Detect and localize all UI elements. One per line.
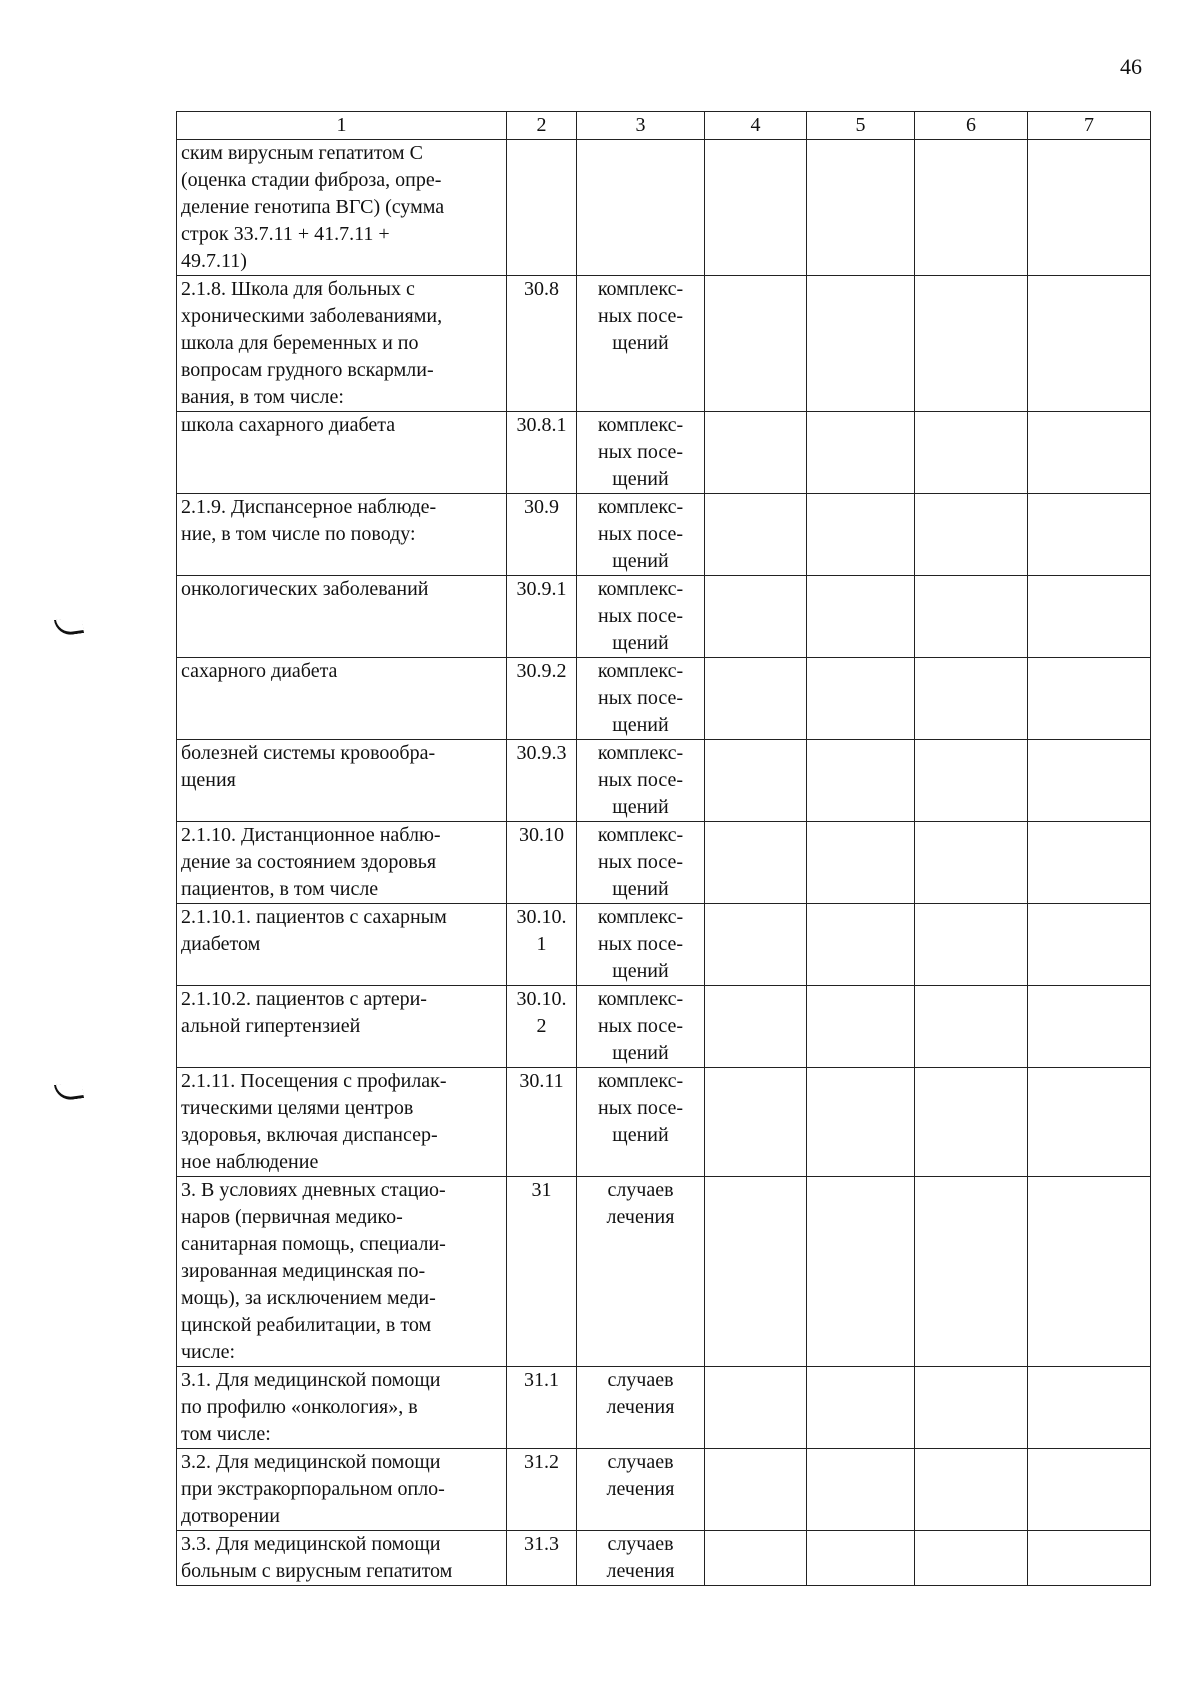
empty-value-cell (705, 1068, 807, 1177)
empty-value-cell (705, 412, 807, 494)
empty-value-cell (705, 576, 807, 658)
empty-value-cell (1028, 904, 1151, 986)
row-code-cell: 31.1 (507, 1367, 577, 1449)
table-row (177, 1367, 1151, 1449)
row-name-cell: болезней системы кровообра- щения (177, 740, 507, 822)
row-unit-cell: случаев лечения (577, 1449, 705, 1531)
row-name-cell: 2.1.11. Посещения с профилак- тическими целями центров здоровья, включая диспансер- ное наблюдение (177, 1068, 507, 1177)
empty-value-cell (807, 412, 915, 494)
row-unit-cell: комплекс- ных посе- щений (577, 986, 705, 1068)
empty-value-cell (807, 1449, 915, 1531)
row-name-cell: 3.1. Для медицинской помощи по профилю «онкология», в том числе: (177, 1367, 507, 1449)
empty-value-cell (915, 904, 1028, 986)
page-number: 46 (1120, 54, 1142, 79)
column-header: 2 (507, 112, 577, 140)
column-header: 6 (915, 112, 1028, 140)
empty-value-cell (807, 1367, 915, 1449)
row-code-cell: 30.8 (507, 276, 577, 412)
column-header: 5 (807, 112, 915, 140)
row-code-cell: 30.10. 2 (507, 986, 577, 1068)
empty-value-cell (1028, 276, 1151, 412)
row-unit-cell: комплекс- ных посе- щений (577, 1068, 705, 1177)
column-header: 4 (705, 112, 807, 140)
row-name-cell: ским вирусным гепатитом С (оценка стадии фиброза, опре- деление генотипа ВГС) (сумма строк 33.7.11 + 41.7.11 + 49.7.11) (177, 140, 507, 276)
empty-value-cell (915, 1367, 1028, 1449)
empty-value-cell (915, 576, 1028, 658)
empty-value-cell (807, 140, 915, 276)
row-name-cell: 3. В условиях дневных стацио- наров (первичная медико- санитарная помощь, специали- зированная медицинская по- мощь), за исключением меди- цинской реабилитации, в том числе: (177, 1177, 507, 1367)
empty-value-cell (705, 1449, 807, 1531)
table-row (177, 740, 1151, 822)
row-code-cell: 30.8.1 (507, 412, 577, 494)
column-header: 1 (177, 112, 507, 140)
row-unit-cell: комплекс- ных посе- щений (577, 740, 705, 822)
empty-value-cell (1028, 140, 1151, 276)
row-code-cell: 31.2 (507, 1449, 577, 1531)
empty-value-cell (807, 822, 915, 904)
row-name-cell: сахарного диабета (177, 658, 507, 740)
row-unit-cell: комплекс- ных посе- щений (577, 904, 705, 986)
row-name-cell: онкологических заболеваний (177, 576, 507, 658)
empty-value-cell (807, 740, 915, 822)
empty-value-cell (705, 904, 807, 986)
row-name-cell: 2.1.10.2. пациентов с артери- альной гипертензией (177, 986, 507, 1068)
row-name-cell: 2.1.10. Дистанционное наблю- дение за состоянием здоровья пациентов, в том числе (177, 822, 507, 904)
empty-value-cell (915, 494, 1028, 576)
row-code-cell: 31 (507, 1177, 577, 1367)
table-row (177, 140, 1151, 276)
row-name-cell: 2.1.10.1. пациентов с сахарным диабетом (177, 904, 507, 986)
row-unit-cell: случаев лечения (577, 1177, 705, 1367)
empty-value-cell (915, 1531, 1028, 1586)
table-row (177, 1068, 1151, 1177)
table-row (177, 576, 1151, 658)
empty-value-cell (1028, 1531, 1151, 1586)
empty-value-cell (915, 412, 1028, 494)
row-code-cell: 31.3 (507, 1531, 577, 1586)
empty-value-cell (705, 822, 807, 904)
row-code-cell (507, 140, 577, 276)
empty-value-cell (1028, 822, 1151, 904)
column-header: 3 (577, 112, 705, 140)
empty-value-cell (705, 494, 807, 576)
row-code-cell: 30.10 (507, 822, 577, 904)
statistics-table (176, 111, 1151, 1586)
empty-value-cell (807, 576, 915, 658)
empty-value-cell (1028, 740, 1151, 822)
row-unit-cell: комплекс- ных посе- щений (577, 412, 705, 494)
empty-value-cell (915, 276, 1028, 412)
table-row (177, 1531, 1151, 1586)
empty-value-cell (705, 1531, 807, 1586)
row-unit-cell: случаев лечения (577, 1531, 705, 1586)
table-row (177, 986, 1151, 1068)
empty-value-cell (915, 1177, 1028, 1367)
column-header: 7 (1028, 112, 1151, 140)
empty-value-cell (705, 1367, 807, 1449)
empty-value-cell (705, 740, 807, 822)
empty-value-cell (915, 658, 1028, 740)
empty-value-cell (1028, 1367, 1151, 1449)
empty-value-cell (705, 658, 807, 740)
empty-value-cell (1028, 1177, 1151, 1367)
row-unit-cell (577, 140, 705, 276)
scan-artifact-mark (54, 616, 84, 637)
table-row (177, 1177, 1151, 1367)
empty-value-cell (915, 822, 1028, 904)
row-name-cell: 3.2. Для медицинской помощи при экстракорпоральном опло- дотворении (177, 1449, 507, 1531)
empty-value-cell (1028, 658, 1151, 740)
row-name-cell: 2.1.8. Школа для больных с хроническими заболеваниями, школа для беременных и по вопросам грудного вскармли- вания, в том числе: (177, 276, 507, 412)
empty-value-cell (807, 1531, 915, 1586)
empty-value-cell (1028, 576, 1151, 658)
row-unit-cell: случаев лечения (577, 1367, 705, 1449)
row-unit-cell: комплекс- ных посе- щений (577, 658, 705, 740)
row-code-cell: 30.9 (507, 494, 577, 576)
table-row (177, 494, 1151, 576)
empty-value-cell (1028, 494, 1151, 576)
row-unit-cell: комплекс- ных посе- щений (577, 276, 705, 412)
empty-value-cell (807, 494, 915, 576)
empty-value-cell (915, 1068, 1028, 1177)
row-code-cell: 30.10. 1 (507, 904, 577, 986)
empty-value-cell (807, 658, 915, 740)
empty-value-cell (807, 276, 915, 412)
table-body (177, 140, 1151, 1586)
row-code-cell: 30.9.3 (507, 740, 577, 822)
empty-value-cell (915, 1449, 1028, 1531)
empty-value-cell (807, 904, 915, 986)
row-name-cell: школа сахарного диабета (177, 412, 507, 494)
table-row (177, 822, 1151, 904)
row-name-cell: 2.1.9. Диспансерное наблюде- ние, в том числе по поводу: (177, 494, 507, 576)
table-row (177, 658, 1151, 740)
empty-value-cell (915, 140, 1028, 276)
empty-value-cell (915, 986, 1028, 1068)
empty-value-cell (705, 276, 807, 412)
empty-value-cell (807, 986, 915, 1068)
row-code-cell: 30.9.1 (507, 576, 577, 658)
empty-value-cell (1028, 986, 1151, 1068)
empty-value-cell (1028, 1449, 1151, 1531)
empty-value-cell (705, 1177, 807, 1367)
table-row (177, 1449, 1151, 1531)
empty-value-cell (705, 140, 807, 276)
table-row (177, 412, 1151, 494)
table-row (177, 276, 1151, 412)
empty-value-cell (705, 986, 807, 1068)
empty-value-cell (807, 1177, 915, 1367)
row-code-cell: 30.11 (507, 1068, 577, 1177)
row-unit-cell: комплекс- ных посе- щений (577, 576, 705, 658)
column-number-row (177, 112, 1151, 140)
row-name-cell: 3.3. Для медицинской помощи больным с вирусным гепатитом (177, 1531, 507, 1586)
row-unit-cell: комплекс- ных посе- щений (577, 822, 705, 904)
table-row (177, 904, 1151, 986)
scan-artifact-mark (54, 1081, 84, 1102)
row-code-cell: 30.9.2 (507, 658, 577, 740)
empty-value-cell (1028, 1068, 1151, 1177)
row-unit-cell: комплекс- ных посе- щений (577, 494, 705, 576)
empty-value-cell (807, 1068, 915, 1177)
empty-value-cell (915, 740, 1028, 822)
empty-value-cell (1028, 412, 1151, 494)
